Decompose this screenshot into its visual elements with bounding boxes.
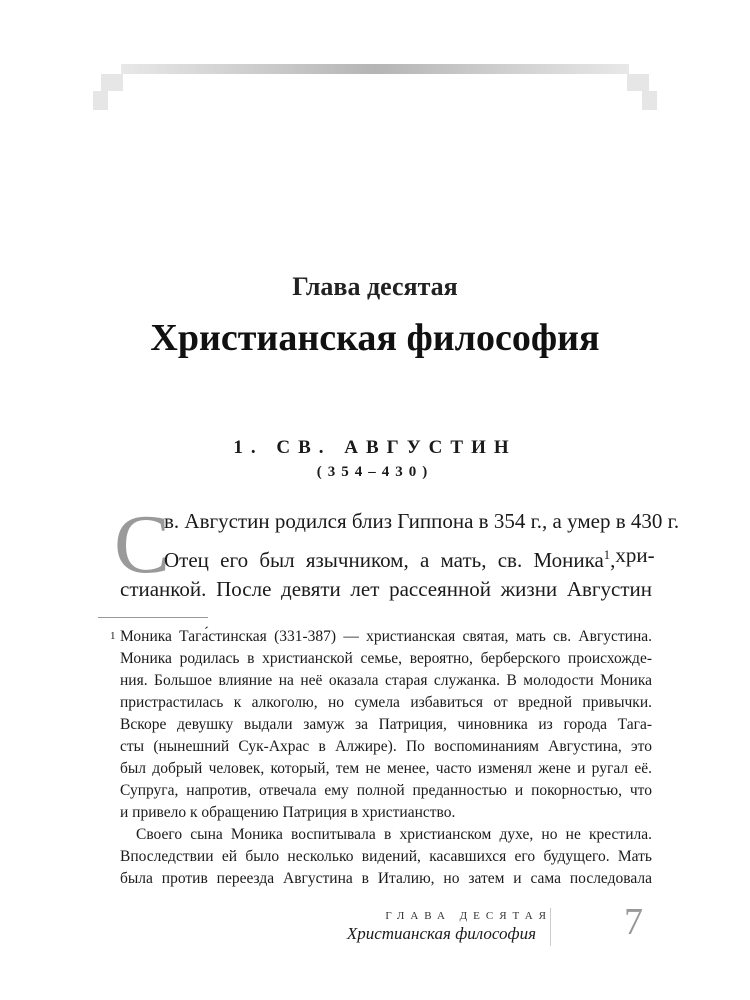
- footnote-line: был добрый человек, который, тем не менее, часто изменял жене и ругал её.: [120, 760, 652, 777]
- footnote-rule: [98, 617, 208, 618]
- drop-cap: С: [114, 498, 171, 591]
- body-line: стианкой. После девяти лет рассеянной жизни Августин: [120, 577, 652, 601]
- section-title: 1. СВ. АВГУСТИН: [233, 437, 517, 458]
- header-ornament-left-step: [93, 91, 108, 110]
- header-ornament-right: [627, 74, 649, 91]
- header-ornament-bar: [121, 64, 629, 74]
- running-head-label: ГЛАВА ДЕСЯТАЯ: [385, 910, 552, 922]
- footnote-line: сты (нынешний Сук-Ахрас в Алжире). По воспоминаниям Августина, это: [120, 738, 652, 755]
- footnote-marker: 1: [110, 630, 116, 642]
- running-head-divider: [550, 908, 551, 946]
- header-ornament-right-step: [642, 91, 657, 110]
- chapter-title: Христианская философия: [150, 317, 600, 359]
- footnote-ref[interactable]: 1: [603, 548, 611, 562]
- chapter-label: Глава десятая: [292, 272, 458, 301]
- section-years: (354–430): [316, 464, 434, 480]
- footnote-line: ния. Большое влияние на неё оказала старая служанка. В молодости Моника: [120, 672, 652, 689]
- footnote-line: Впоследствии ей было несколько видений, касавшихся его будущего. Мать: [120, 848, 652, 865]
- footnote-line: пристрастилась к алкоголю, но сумела избавиться от вредной привычки.: [120, 694, 652, 711]
- header-ornament-left: [101, 74, 123, 91]
- body-line: в. Августин родился близ Гиппона в 354 г., а умер в 430 г.: [164, 509, 680, 533]
- footnote-line: Моника родилась в христианской семье, вероятно, берберского происхожде-: [120, 650, 652, 667]
- running-head-title: Христианская философия: [346, 924, 536, 943]
- body-line: Отец его был язычником, а мать, св. Моника$^1$, хри-: [164, 543, 655, 572]
- footnote-line: Своего сына Моника воспитывала в христианском духе, но не крестила.: [136, 826, 652, 843]
- body-text: хри-: [615, 543, 655, 567]
- body-text: Отец его был язычником, а мать, св. Моника: [164, 548, 604, 572]
- footnote-line: и привело к обращению Патриция в христианство.: [120, 804, 456, 821]
- footnote-line: Вскоре девушку выдали замуж за Патриция, чиновника из города Тагa-: [120, 716, 652, 733]
- footnote-line: была против переезда Августина в Италию, но затем и сама последовала: [120, 870, 652, 887]
- footnote-line: Моника Тага́стинская (331-387) — христианская святая, мать св. Августина.: [120, 628, 652, 645]
- footnote-line: Супруга, напротив, отвечала ему полной преданностью и покорностью, что: [120, 782, 652, 799]
- page-number: 7: [624, 901, 643, 943]
